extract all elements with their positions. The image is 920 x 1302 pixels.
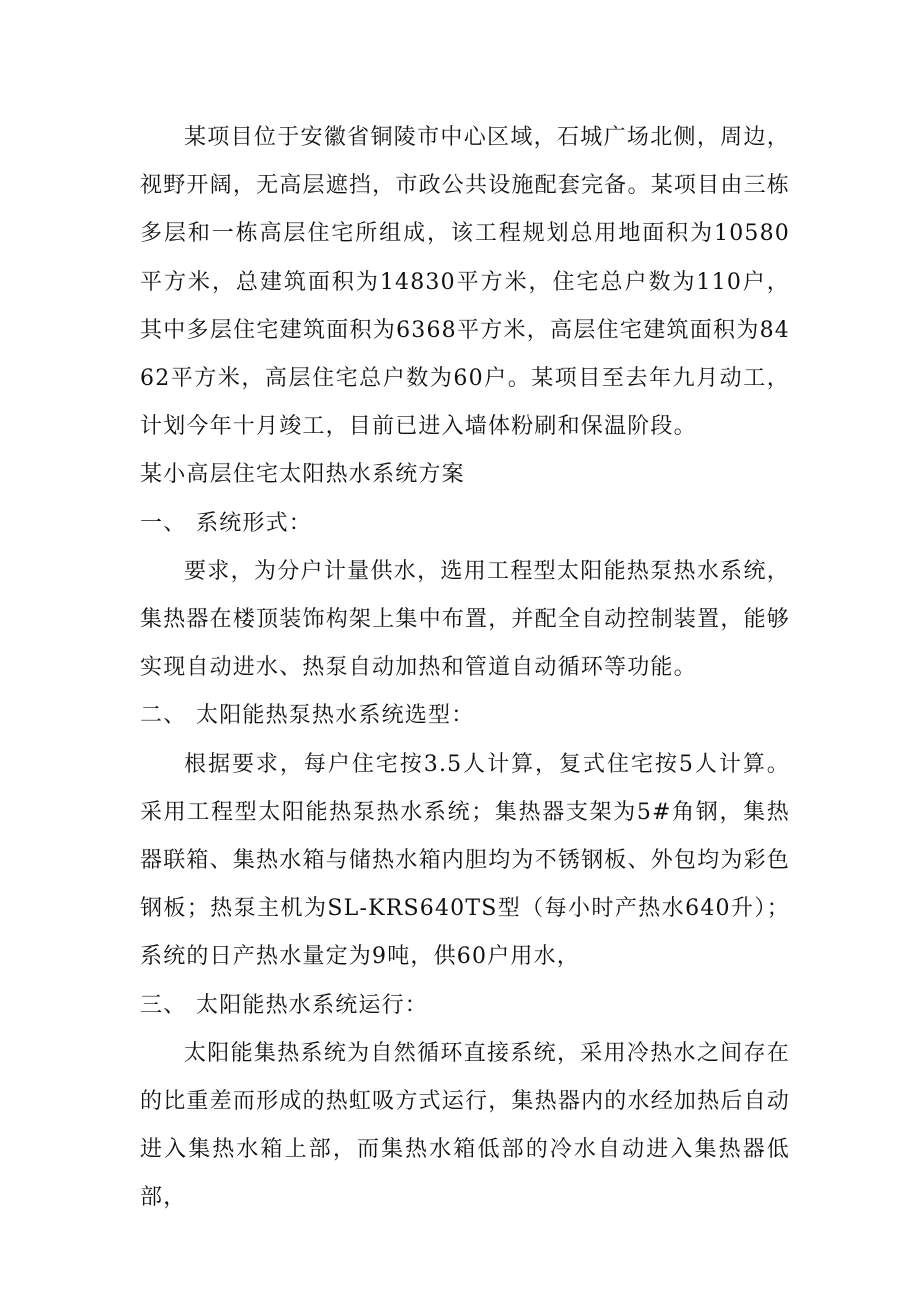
section-heading-2	[140, 692, 790, 740]
section-number-2: 二、	[140, 703, 187, 729]
section-body-3: 太阳能集热系统为自然循环直接系统，采用冷热水之间存在的比重差而形成的热虹吸方式运行，集热器内的水经加热后自动进入集热水箱上部，而集热水箱低部的冷水自动进入集热器低部，	[140, 1040, 790, 1211]
section-heading-1	[140, 500, 790, 548]
section-body-1: 要求，为分户计量供水，选用工程型太阳能热泵热水系统，集热器在楼顶装饰构架上集中布置，并配全自动控制装置，能够实现自动进水、热泵自动加热和管道自动循环等功能。	[140, 558, 790, 681]
section-body-2: 根据要求，每户住宅按3.5人计算，复式住宅按5人计算。采用工程型太阳能热泵热水系统；集热器支架为5#角钢，集热器联箱、集热水箱与储热水箱内胆均为不锈钢板、外包均为彩色钢板；热泵主机为SL-KRS640TS型（每小时产热水640升）；系统的日产热水量定为9吨，供60户用水，	[140, 751, 790, 970]
section-number-3: 三、	[140, 992, 187, 1018]
document-title: 某小高层住宅太阳热水系统方案	[140, 462, 465, 488]
section-title-3: 太阳能热水系统运行：	[196, 992, 429, 1018]
section-title-1: 系统形式：	[196, 510, 313, 536]
section-heading-3	[140, 982, 790, 1030]
section-title-2: 太阳能热泵热水系统选型：	[196, 703, 475, 729]
section-number-1: 一、	[140, 510, 187, 536]
intro-paragraph: 某项目位于安徽省铜陵市中心区域，石城广场北侧，周边，视野开阔，无高层遮挡，市政公共设施配套完备。某项目由三栋多层和一栋高层住宅所组成，该工程规划总用地面积为10580平方米，总建筑面积为14830平方米，住宅总户数为110户，其中多层住宅建筑面积为6368平方米，高层住宅建筑面积为8462平方米，高层住宅总户数为60户。某项目至去年九月动工，计划今年十月竣工，目前已进入墙体粉刷和保温阶段。	[140, 125, 790, 440]
document-body	[140, 114, 790, 1223]
